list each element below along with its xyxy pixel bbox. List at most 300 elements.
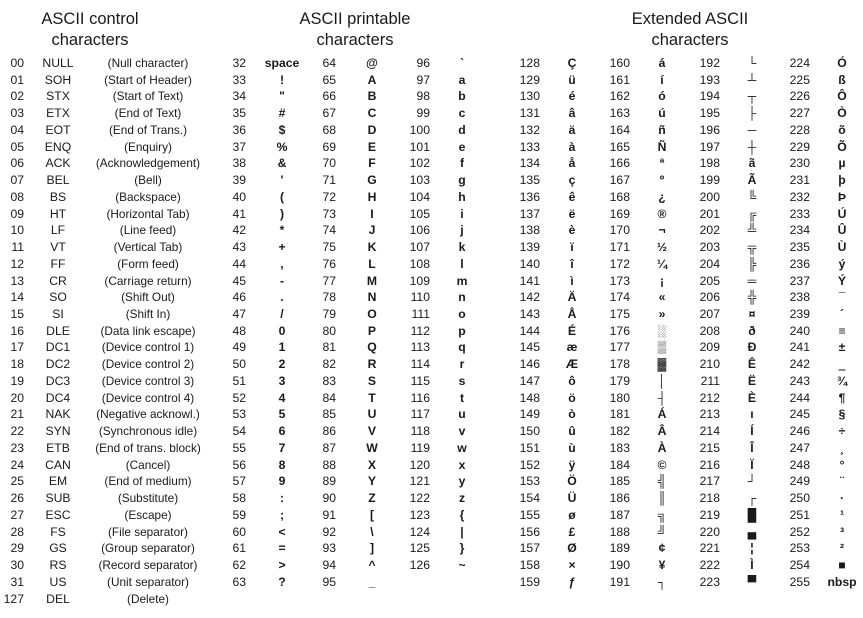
extended-col4-chars-item: ¶ bbox=[838, 390, 846, 405]
extended-col2-codes-item: 189 bbox=[609, 541, 630, 556]
extended-col1-codes-item: 159 bbox=[519, 574, 540, 589]
printable-col3-codes-item: 125 bbox=[409, 541, 430, 556]
control-names-item: EOT bbox=[45, 122, 71, 137]
extended-col3-codes-item: 215 bbox=[699, 440, 720, 455]
extended-col3-codes-item: 216 bbox=[699, 457, 720, 472]
printable-col3-codes-item: 98 bbox=[416, 89, 430, 104]
extended-col2-chars-item: ┐ bbox=[657, 574, 667, 589]
control-names-item: LF bbox=[50, 223, 66, 238]
control-descriptions-item: (Acknowledgement) bbox=[95, 156, 201, 171]
extended-col3-codes-item: 207 bbox=[699, 307, 720, 322]
printable-col1-codes-item: 33 bbox=[232, 72, 246, 87]
extended-col4-chars-item: Ó bbox=[837, 56, 847, 70]
printable-col2-chars-item: V bbox=[367, 424, 377, 439]
printable-col3-codes-item: 120 bbox=[409, 457, 430, 472]
extended-col1-codes-item: 144 bbox=[519, 323, 540, 338]
extended-col1-chars-item: Ø bbox=[567, 541, 577, 556]
printable-col2-chars-item: X bbox=[367, 457, 377, 472]
extended-col3-chars-item: █ bbox=[747, 507, 757, 522]
printable-col1-codes-item: 32 bbox=[232, 56, 246, 70]
extended-col4-chars-item: Ù bbox=[837, 240, 847, 255]
extended-col4-codes-item: 237 bbox=[789, 273, 810, 288]
extended-col2-chars bbox=[650, 55, 674, 591]
control-descriptions-item: (Null character) bbox=[107, 56, 189, 70]
printable-col3-chars-item: q bbox=[458, 340, 466, 355]
extended-col2-codes bbox=[598, 55, 630, 591]
control-names-item: EM bbox=[48, 474, 68, 489]
extended-col2-codes-item: 185 bbox=[609, 474, 630, 489]
extended-col2-codes-item: 161 bbox=[609, 72, 630, 87]
extended-col4-chars-item: Õ bbox=[837, 139, 847, 154]
extended-col1-chars-item: ê bbox=[568, 189, 576, 204]
printable-col1-codes-item: 47 bbox=[232, 307, 246, 322]
header-control-line2: characters bbox=[51, 31, 129, 49]
printable-col1-codes-item: 42 bbox=[232, 223, 246, 238]
printable-col3-codes-item: 123 bbox=[409, 507, 430, 522]
printable-col3-chars-item: v bbox=[458, 424, 466, 439]
extended-col1-chars-item: × bbox=[568, 558, 576, 573]
extended-col3-chars-item: ┘ bbox=[747, 474, 757, 489]
control-descriptions-item: (Device control 2) bbox=[101, 357, 195, 372]
extended-col2-codes-item: 167 bbox=[609, 173, 630, 188]
printable-col3-codes-item: 107 bbox=[409, 240, 430, 255]
extended-col4-codes-item: 254 bbox=[789, 558, 810, 573]
control-names-item: DC2 bbox=[45, 357, 71, 372]
printable-col3-codes-item: 114 bbox=[410, 357, 430, 372]
printable-col1-codes-item: 52 bbox=[232, 390, 246, 405]
extended-col2-chars-item: ® bbox=[657, 206, 667, 221]
extended-col3-chars-item: Ã bbox=[747, 173, 757, 188]
printable-col3-chars-item: n bbox=[458, 290, 466, 305]
extended-col1-codes-item: 141 bbox=[519, 273, 540, 288]
extended-col3-codes-item: 202 bbox=[699, 223, 720, 238]
extended-col3-chars-item: ▀ bbox=[747, 574, 757, 589]
control-codes-item: 13 bbox=[10, 273, 24, 288]
extended-col4-chars-item: ¾ bbox=[836, 373, 848, 388]
extended-col1-chars-item: Å bbox=[567, 307, 577, 322]
extended-col1-chars-item: ä bbox=[568, 122, 576, 137]
extended-col2-codes-item: 162 bbox=[609, 89, 630, 104]
extended-col4-codes-item: 244 bbox=[789, 390, 810, 405]
extended-col2-chars-item: º bbox=[659, 173, 665, 188]
printable-col2-codes-item: 71 bbox=[322, 173, 336, 188]
printable-col2-chars-item: Y bbox=[367, 474, 377, 489]
extended-col4-codes bbox=[778, 55, 810, 591]
control-codes-item: 04 bbox=[10, 122, 24, 137]
printable-col1-chars-item: . bbox=[280, 290, 284, 305]
extended-col2-chars-item: ª bbox=[659, 156, 665, 171]
extended-col2-codes-item: 191 bbox=[609, 574, 630, 589]
control-descriptions-item: (Shift Out) bbox=[121, 290, 175, 305]
printable-col2-codes-item: 87 bbox=[322, 440, 336, 455]
printable-col3-codes-item: 108 bbox=[409, 256, 430, 271]
printable-col3-chars-item: k bbox=[458, 240, 466, 255]
extended-col4-codes-item: 247 bbox=[789, 440, 810, 455]
extended-col1-codes-item: 143 bbox=[519, 307, 540, 322]
extended-col3-chars-item: ╩ bbox=[747, 223, 757, 238]
printable-col3-chars-item: r bbox=[459, 357, 465, 372]
extended-col2-codes-item: 180 bbox=[609, 390, 630, 405]
extended-col4-chars-item: ³ bbox=[839, 524, 845, 539]
printable-col1-codes-item: 49 bbox=[232, 340, 246, 355]
printable-col1-codes-item: 35 bbox=[232, 106, 246, 121]
extended-col3-codes-item: 195 bbox=[699, 106, 720, 121]
control-names-item: NULL bbox=[42, 56, 74, 70]
extended-col4-chars-item: · bbox=[839, 491, 845, 506]
control-names-item: SOH bbox=[44, 72, 72, 87]
printable-col3-chars-item: s bbox=[458, 373, 466, 388]
printable-col2-codes-item: 79 bbox=[322, 307, 336, 322]
printable-col1-chars-item: 4 bbox=[278, 390, 286, 405]
extended-col1-chars-item: Ö bbox=[567, 474, 577, 489]
printable-col3-chars-item: g bbox=[458, 173, 466, 188]
extended-col2-chars-item: « bbox=[658, 290, 666, 305]
printable-col1-chars-item: * bbox=[279, 223, 285, 238]
control-names-item: SUB bbox=[45, 491, 71, 506]
printable-col1-chars bbox=[260, 55, 304, 591]
printable-col3-codes-item: 124 bbox=[409, 524, 430, 539]
extended-col4-codes-item: 245 bbox=[789, 407, 810, 422]
printable-col3-codes-item: 96 bbox=[416, 56, 430, 70]
printable-col3-chars-item: c bbox=[458, 106, 466, 121]
extended-col3-chars-item: ┴ bbox=[747, 72, 757, 87]
printable-col3-chars-item: a bbox=[458, 72, 466, 87]
printable-col3-codes-item: 97 bbox=[416, 72, 430, 87]
printable-col1-codes-item: 57 bbox=[232, 474, 246, 489]
printable-col2-chars-item: P bbox=[367, 323, 377, 338]
extended-col4-codes-item: 227 bbox=[789, 106, 810, 121]
extended-col4-codes-item: 230 bbox=[789, 156, 810, 171]
extended-col4-codes-item: 238 bbox=[789, 290, 810, 305]
control-codes-item: 09 bbox=[10, 206, 24, 221]
control-descriptions-item: (End of Trans.) bbox=[108, 122, 188, 137]
control-descriptions-item: (Unit separator) bbox=[107, 574, 189, 589]
extended-col1-chars-item: Æ bbox=[565, 357, 579, 372]
printable-col3-codes-item: 103 bbox=[409, 173, 430, 188]
control-descriptions-item: (Device control 4) bbox=[101, 390, 195, 405]
control-names-item: ENQ bbox=[44, 139, 72, 154]
control-descriptions-item: (Line feed) bbox=[119, 223, 177, 238]
printable-col1-chars-item: 6 bbox=[278, 424, 286, 439]
printable-col2-chars-item: C bbox=[367, 106, 377, 121]
printable-col3-codes-item: 126 bbox=[409, 558, 430, 573]
printable-col3-chars-item: i bbox=[460, 206, 464, 221]
control-codes-item: 07 bbox=[10, 173, 24, 188]
extended-col4-chars-item: õ bbox=[838, 122, 846, 137]
extended-col1-chars-item: Ç bbox=[567, 56, 577, 70]
control-names-item: SO bbox=[49, 290, 67, 305]
control-descriptions-item: (Delete) bbox=[127, 591, 169, 606]
extended-col1-codes-item: 135 bbox=[519, 173, 540, 188]
extended-col1-codes-item: 147 bbox=[519, 373, 540, 388]
extended-col4-chars-item: nbsp bbox=[827, 574, 857, 589]
printable-col2-chars-item: R bbox=[367, 357, 377, 372]
printable-col2-chars-item: U bbox=[367, 407, 377, 422]
control-descriptions-item: (Horizontal Tab) bbox=[106, 206, 190, 221]
extended-col2-chars-item: ╣ bbox=[657, 474, 667, 489]
header-control bbox=[20, 9, 160, 51]
extended-col3-codes-item: 217 bbox=[699, 474, 720, 489]
printable-col2-chars-item: Q bbox=[367, 340, 377, 355]
extended-col2-codes-item: 176 bbox=[609, 323, 630, 338]
printable-col2-chars-item: ^ bbox=[368, 558, 376, 573]
printable-col1-chars-item: & bbox=[277, 156, 287, 171]
printable-col2-chars bbox=[360, 55, 384, 591]
printable-col3-codes-item: 119 bbox=[410, 440, 430, 455]
printable-col3-chars-item: { bbox=[459, 507, 465, 522]
extended-col1-codes-item: 149 bbox=[519, 407, 540, 422]
printable-col2-chars-item: @ bbox=[366, 56, 378, 70]
printable-col3-codes-item: 104 bbox=[409, 189, 430, 204]
control-descriptions-item: (Data link escape) bbox=[100, 323, 196, 338]
printable-col3-chars-item: e bbox=[458, 139, 466, 154]
extended-col1-chars-item: â bbox=[568, 106, 576, 121]
control-names-item: BS bbox=[49, 189, 67, 204]
printable-col2-codes-item: 72 bbox=[322, 189, 336, 204]
extended-col1-chars-item: Ü bbox=[567, 491, 577, 506]
printable-col1-chars-item: space bbox=[264, 56, 300, 70]
printable-col1-codes-item: 54 bbox=[232, 424, 246, 439]
extended-col3-chars-item: ┼ bbox=[747, 139, 757, 154]
extended-col2-chars-item: ┤ bbox=[657, 390, 667, 405]
printable-col1-chars-item: - bbox=[279, 273, 285, 288]
extended-col3-codes-item: 203 bbox=[699, 240, 720, 255]
control-codes-item: 19 bbox=[10, 373, 24, 388]
printable-col2-codes-item: 69 bbox=[322, 139, 336, 154]
header-printable-line1: ASCII printable bbox=[299, 10, 411, 28]
extended-col2-codes-item: 178 bbox=[609, 357, 630, 372]
extended-col4-chars-item: ß bbox=[838, 72, 846, 87]
control-names-item: ETB bbox=[46, 440, 70, 455]
printable-col1-codes-item: 45 bbox=[232, 273, 246, 288]
extended-col3-chars-item: È bbox=[747, 390, 757, 405]
printable-col2-codes-item: 82 bbox=[322, 357, 336, 372]
printable-col3-codes-item: 106 bbox=[409, 223, 430, 238]
extended-col4-chars-item: ± bbox=[838, 340, 846, 355]
printable-col1-chars-item: ) bbox=[279, 206, 285, 221]
extended-col2-codes-item: 177 bbox=[609, 340, 630, 355]
printable-col2-codes-item: 76 bbox=[322, 256, 336, 271]
extended-col1-chars-item: ô bbox=[568, 373, 576, 388]
printable-col1-chars-item: ? bbox=[278, 574, 286, 589]
extended-col4-codes-item: 242 bbox=[789, 357, 810, 372]
control-codes-item: 08 bbox=[10, 189, 24, 204]
extended-col1-codes-item: 136 bbox=[519, 189, 540, 204]
printable-col3-codes-item: 115 bbox=[410, 373, 430, 388]
extended-col4-codes-item: 229 bbox=[789, 139, 810, 154]
extended-col3-codes-item: 214 bbox=[699, 424, 720, 439]
printable-col2-chars-item: [ bbox=[369, 507, 375, 522]
printable-col1-codes-item: 39 bbox=[232, 173, 246, 188]
extended-col1-codes-item: 133 bbox=[519, 139, 540, 154]
extended-col2-codes-item: 166 bbox=[609, 156, 630, 171]
extended-col4-codes-item: 226 bbox=[789, 89, 810, 104]
extended-col4-codes-item: 236 bbox=[789, 256, 810, 271]
printable-col1-codes-item: 34 bbox=[232, 89, 246, 104]
extended-col1-codes-item: 157 bbox=[519, 541, 540, 556]
printable-col2-codes-item: 67 bbox=[322, 106, 336, 121]
control-descriptions-item: (Negative acknowl.) bbox=[96, 407, 200, 422]
printable-col1-codes-item: 50 bbox=[232, 357, 246, 372]
printable-col3-chars-item: t bbox=[459, 390, 465, 405]
extended-col3-chars-item: ─ bbox=[747, 122, 757, 137]
printable-col1-codes-item: 40 bbox=[232, 189, 246, 204]
extended-col2-chars-item: ¿ bbox=[658, 189, 666, 204]
printable-col2-codes-item: 81 bbox=[322, 340, 336, 355]
printable-col1-codes-item: 59 bbox=[232, 507, 246, 522]
extended-col4-codes-item: 248 bbox=[789, 457, 810, 472]
extended-col3-codes-item: 209 bbox=[699, 340, 720, 355]
printable-col3-codes-item: 112 bbox=[410, 323, 430, 338]
extended-col1-codes-item: 155 bbox=[519, 507, 540, 522]
control-names-item: BEL bbox=[46, 173, 70, 188]
extended-col3-chars-item: ═ bbox=[747, 273, 757, 288]
printable-col1-chars-item: ; bbox=[279, 507, 285, 522]
printable-col3-codes-item: 116 bbox=[410, 390, 430, 405]
control-codes-item: 29 bbox=[10, 541, 24, 556]
control-descriptions-item: (Carriage return) bbox=[104, 273, 192, 288]
extended-col1-chars-item: ï bbox=[570, 240, 574, 255]
control-names-item: NAK bbox=[45, 407, 71, 422]
printable-col1-codes-item: 53 bbox=[232, 407, 246, 422]
printable-col2-chars-item: K bbox=[367, 240, 377, 255]
printable-col3-codes-item: 105 bbox=[409, 206, 430, 221]
printable-col3-codes-item: 117 bbox=[410, 407, 430, 422]
printable-col3-chars-item: } bbox=[459, 541, 465, 556]
extended-col3-codes-item: 219 bbox=[699, 507, 720, 522]
extended-col2-chars-item: ║ bbox=[657, 491, 667, 506]
extended-col2-chars-item: í bbox=[660, 72, 664, 87]
control-names-item: ACK bbox=[45, 156, 71, 171]
control-descriptions-item: (Form feed) bbox=[117, 256, 179, 271]
extended-col2-codes-item: 184 bbox=[609, 457, 630, 472]
extended-col3-codes-item: 197 bbox=[699, 139, 720, 154]
extended-col1-chars bbox=[560, 55, 584, 591]
control-codes-item: 24 bbox=[10, 457, 24, 472]
extended-col2-codes-item: 175 bbox=[609, 307, 630, 322]
extended-col4-codes-item: 240 bbox=[789, 323, 810, 338]
printable-col2-codes-item: 68 bbox=[322, 122, 336, 137]
printable-col1-chars-item: % bbox=[276, 139, 288, 154]
printable-col3-codes-item: 122 bbox=[409, 491, 430, 506]
extended-col3-chars-item: Î bbox=[750, 440, 754, 455]
control-descriptions-item: (Device control 3) bbox=[101, 373, 195, 388]
extended-col2-codes-item: 163 bbox=[609, 106, 630, 121]
printable-col3-chars-item: ~ bbox=[458, 558, 466, 573]
control-names-item: DEL bbox=[46, 591, 70, 606]
printable-col2-codes-item: 91 bbox=[322, 507, 336, 522]
extended-col1-codes-item: 156 bbox=[519, 524, 540, 539]
printable-col3-chars-item: ` bbox=[459, 56, 465, 70]
extended-col2-codes-item: 187 bbox=[609, 507, 630, 522]
header-control-line1: ASCII control bbox=[41, 10, 139, 28]
extended-col2-codes-item: 181 bbox=[609, 407, 630, 422]
extended-col1-chars-item: Ä bbox=[567, 290, 577, 305]
extended-col1-chars-item: ƒ bbox=[568, 574, 576, 589]
extended-col1-codes-item: 129 bbox=[519, 72, 540, 87]
printable-col1-chars-item: 9 bbox=[278, 474, 286, 489]
printable-col1-chars-item: / bbox=[280, 307, 284, 322]
extended-col1-codes-item: 153 bbox=[519, 474, 540, 489]
extended-col4-chars-item: Ý bbox=[837, 273, 847, 288]
printable-col1-codes-item: 46 bbox=[232, 290, 246, 305]
extended-col1-codes-item: 140 bbox=[519, 256, 540, 271]
extended-col3-codes-item: 206 bbox=[699, 290, 720, 305]
extended-col2-chars-item: ╝ bbox=[657, 524, 667, 539]
extended-col1-chars-item: £ bbox=[568, 524, 576, 539]
printable-col2-codes-item: 94 bbox=[322, 558, 336, 573]
printable-col1-chars-item: # bbox=[278, 106, 286, 121]
extended-col3-chars-item: ┬ bbox=[747, 89, 757, 104]
printable-col3-chars-item: l bbox=[460, 256, 464, 271]
printable-col3-chars-item: z bbox=[458, 491, 466, 506]
extended-col3-codes-item: 196 bbox=[699, 122, 720, 137]
extended-col3-chars-item: Ë bbox=[747, 373, 757, 388]
extended-col1-chars-item: ì bbox=[570, 273, 574, 288]
control-codes-item: 14 bbox=[10, 290, 24, 305]
extended-col2-chars-item: ½ bbox=[656, 240, 668, 255]
printable-col3-codes bbox=[402, 55, 430, 574]
control-codes bbox=[0, 55, 24, 607]
printable-col3-chars bbox=[450, 55, 474, 574]
extended-col1-chars-item: ò bbox=[568, 407, 576, 422]
printable-col1-chars-item: 3 bbox=[278, 373, 286, 388]
extended-col4-chars-item: ° bbox=[839, 457, 845, 472]
extended-col1-chars-item: ÿ bbox=[568, 457, 576, 472]
control-codes-item: 26 bbox=[10, 491, 24, 506]
printable-col3-codes-item: 118 bbox=[410, 424, 430, 439]
printable-col1-chars-item: < bbox=[278, 524, 286, 539]
printable-col3-chars-item: y bbox=[458, 474, 466, 489]
printable-col1-codes-item: 43 bbox=[232, 240, 246, 255]
printable-col3-codes-item: 101 bbox=[409, 139, 430, 154]
extended-col1-codes-item: 128 bbox=[519, 56, 540, 70]
extended-col4-chars-item: ý bbox=[838, 256, 846, 271]
printable-col1-codes-item: 56 bbox=[232, 457, 246, 472]
extended-col2-chars-item: Ñ bbox=[657, 139, 667, 154]
extended-col3-chars-item: Ï bbox=[750, 457, 754, 472]
printable-col1-chars-item: > bbox=[278, 558, 286, 573]
header-extended-line1: Extended ASCII bbox=[631, 10, 749, 28]
extended-col2-chars-item: À bbox=[657, 440, 667, 455]
extended-col1-codes-item: 134 bbox=[519, 156, 540, 171]
printable-col2-chars-item: N bbox=[367, 290, 377, 305]
extended-col2-chars-item: Â bbox=[657, 424, 667, 439]
extended-col1-codes-item: 130 bbox=[519, 89, 540, 104]
extended-col4-codes-item: 233 bbox=[789, 206, 810, 221]
printable-col2-codes-item: 86 bbox=[322, 424, 336, 439]
printable-col2-codes-item: 65 bbox=[322, 72, 336, 87]
control-codes-item: 30 bbox=[10, 558, 24, 573]
extended-col4-codes-item: 234 bbox=[789, 223, 810, 238]
extended-col2-codes-item: 188 bbox=[609, 524, 630, 539]
extended-col2-codes-item: 160 bbox=[609, 56, 630, 70]
control-names-item: SI bbox=[52, 307, 64, 322]
extended-col2-chars-item: Á bbox=[657, 407, 667, 422]
extended-col2-chars-item: ó bbox=[658, 89, 666, 104]
control-names-item: STX bbox=[46, 89, 70, 104]
extended-col1-chars-item: ç bbox=[568, 173, 576, 188]
printable-col3-codes-item: 111 bbox=[411, 307, 430, 322]
extended-col4-chars-item: ¯ bbox=[838, 290, 846, 305]
extended-col3-codes-item: 222 bbox=[699, 558, 720, 573]
printable-col1-codes-item: 60 bbox=[232, 524, 246, 539]
extended-col4-codes-item: 251 bbox=[789, 507, 810, 522]
control-descriptions-item: (End of medium) bbox=[104, 474, 192, 489]
extended-col3-chars-item: ╠ bbox=[747, 256, 757, 271]
control-names-item: VT bbox=[50, 240, 66, 255]
extended-col3-chars-item: ð bbox=[748, 323, 756, 338]
